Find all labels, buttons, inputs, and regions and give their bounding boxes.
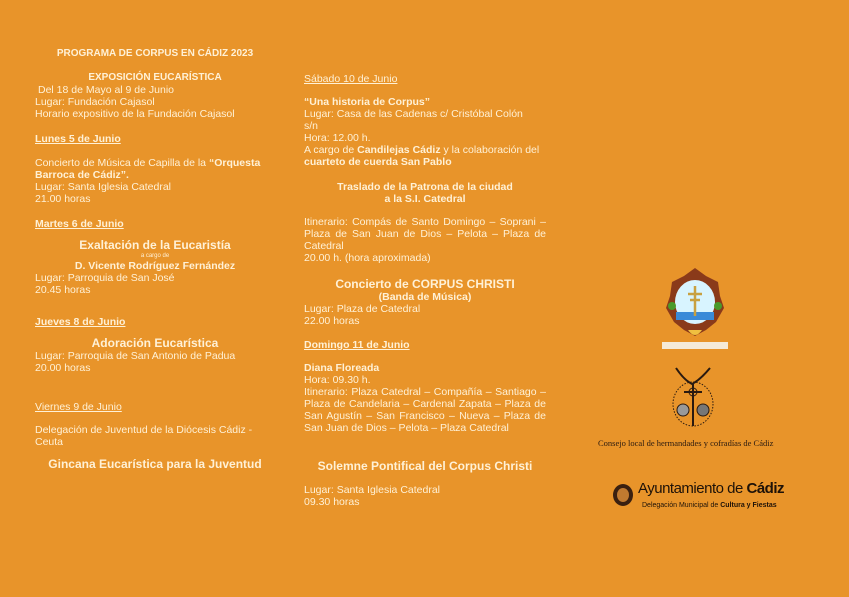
coat-of-arms-logo [662, 266, 728, 352]
martes-by: a cargo de [140, 253, 170, 259]
sabado-candilejas: Candilejas Cádiz [357, 144, 441, 156]
martes-time: 20.45 horas [35, 284, 91, 296]
sabado-by: A cargo de [304, 144, 358, 156]
sabado-by2: y la colaboración del [440, 144, 540, 156]
jueves-time: 20.00 horas [35, 362, 91, 374]
pontifical-section [304, 459, 546, 508]
viernes-day: Viernes 9 de Junio [35, 401, 122, 413]
pontifical-time: 09.30 horas [304, 496, 360, 508]
concierto-sub: (Banda de Música) [378, 291, 472, 303]
traslado-time: 20.00 h. (hora aproximada) [304, 252, 431, 264]
sabado-time: Hora: 12.00 h. [304, 132, 371, 144]
consejo-caption: Consejo local de hermandades y cofradías de Cádiz [598, 438, 774, 448]
lunes-day: Lunes 5 de Junio [35, 133, 121, 145]
lunes-place: Lugar: Santa Iglesia Catedral [35, 181, 172, 193]
expo-place: Lugar: Fundación Cajasol [35, 96, 155, 108]
expo-dates: Del 18 de Mayo al 9 de Junio [38, 84, 175, 96]
jueves-day: Jueves 8 de Junio [35, 316, 126, 328]
sabado-day: Sábado 10 de Junio [304, 73, 398, 85]
domingo-event: Diana Floreada [304, 362, 380, 374]
pontifical-heading: Solemne Pontifical del Corpus Christi [317, 459, 533, 473]
jueves-heading: Adoración Eucarística [91, 336, 219, 350]
martes-day: Martes 6 de Junio [35, 218, 124, 230]
jueves-place: Lugar: Parroquia de San Antonio de Padua [35, 350, 236, 362]
sabado-cuarteto: cuarteto de cuerda San Pablo [304, 156, 452, 168]
martes-person: D. Vicente Rodríguez Fernández [74, 260, 236, 272]
lunes-time: 21.00 horas [35, 193, 91, 205]
sabado-section [304, 73, 546, 168]
martes-section [35, 218, 275, 296]
lunes-text: Concierto de Música de Capilla de la [35, 157, 209, 169]
martes-place: Lugar: Parroquia de San José [35, 272, 175, 284]
concierto-time: 22.00 horas [304, 315, 360, 327]
lunes-orchestra: “Orquesta Barroca de Cádiz”. [35, 157, 261, 181]
viernes-heading: Gincana Eucarística para la Juventud [48, 457, 262, 471]
domingo-day: Domingo 11 de Junio [304, 339, 410, 351]
traslado-heading-2: a la S.I. Catedral [384, 193, 466, 205]
expo-hours: Horario expositivo de la Fundación Cajasol [35, 108, 235, 120]
ayuntamiento-city: Cádiz [746, 480, 784, 497]
sabado-place: Lugar: Casa de las Cadenas c/ Cristóbal Colón s/n [304, 108, 523, 132]
viernes-section [35, 401, 275, 471]
expo-section [35, 72, 275, 120]
jueves-section [35, 316, 275, 374]
concierto-heading: Concierto de CORPUS CHRISTI [335, 277, 515, 291]
traslado-heading-1: Traslado de la Patrona de la ciudad [337, 181, 513, 193]
traslado-section [304, 181, 546, 264]
concierto-section [304, 277, 546, 327]
domingo-time: Hora: 09.30 h. [304, 374, 371, 386]
domingo-section [304, 339, 546, 434]
ayuntamiento-sub-bold: Cultura y Fiestas [720, 502, 777, 509]
domingo-route: Itinerario: Plaza Catedral – Compañía – Santiago – Plaza de Candelaria – Cardenal Zapata – Plaza de San Agustín – San Francisco – Nueva – Plaza de San Juan de Dios – Pelota – Plaza Catedral [304, 386, 546, 434]
expo-heading: EXPOSICIÓN EUCARÍSTICA [88, 72, 222, 83]
ayuntamiento-name: Ayuntamiento de [638, 480, 747, 497]
lunes-section [35, 133, 275, 205]
ayuntamiento-crest-icon [612, 483, 634, 507]
sabado-event: “Una historia de Corpus” [304, 96, 431, 108]
ayuntamiento-sub: Delegación Municipal de [642, 502, 721, 509]
concierto-place: Lugar: Plaza de Catedral [304, 303, 421, 315]
viernes-text: Delegación de Juventud de la Diócesis Cádiz - Ceuta [35, 424, 253, 448]
pontifical-place: Lugar: Santa Iglesia Catedral [304, 484, 441, 496]
page-title: PROGRAMA DE CORPUS EN CÁDIZ 2023 [56, 48, 254, 59]
martes-heading: Exaltación de la Eucaristía [79, 238, 231, 252]
consejo-emblem [670, 366, 716, 428]
traslado-route: Itinerario: Compás de Santo Domingo – Soprani – Plaza de San Juan de Dios – Pelota – Plaza de Catedral [304, 216, 546, 252]
